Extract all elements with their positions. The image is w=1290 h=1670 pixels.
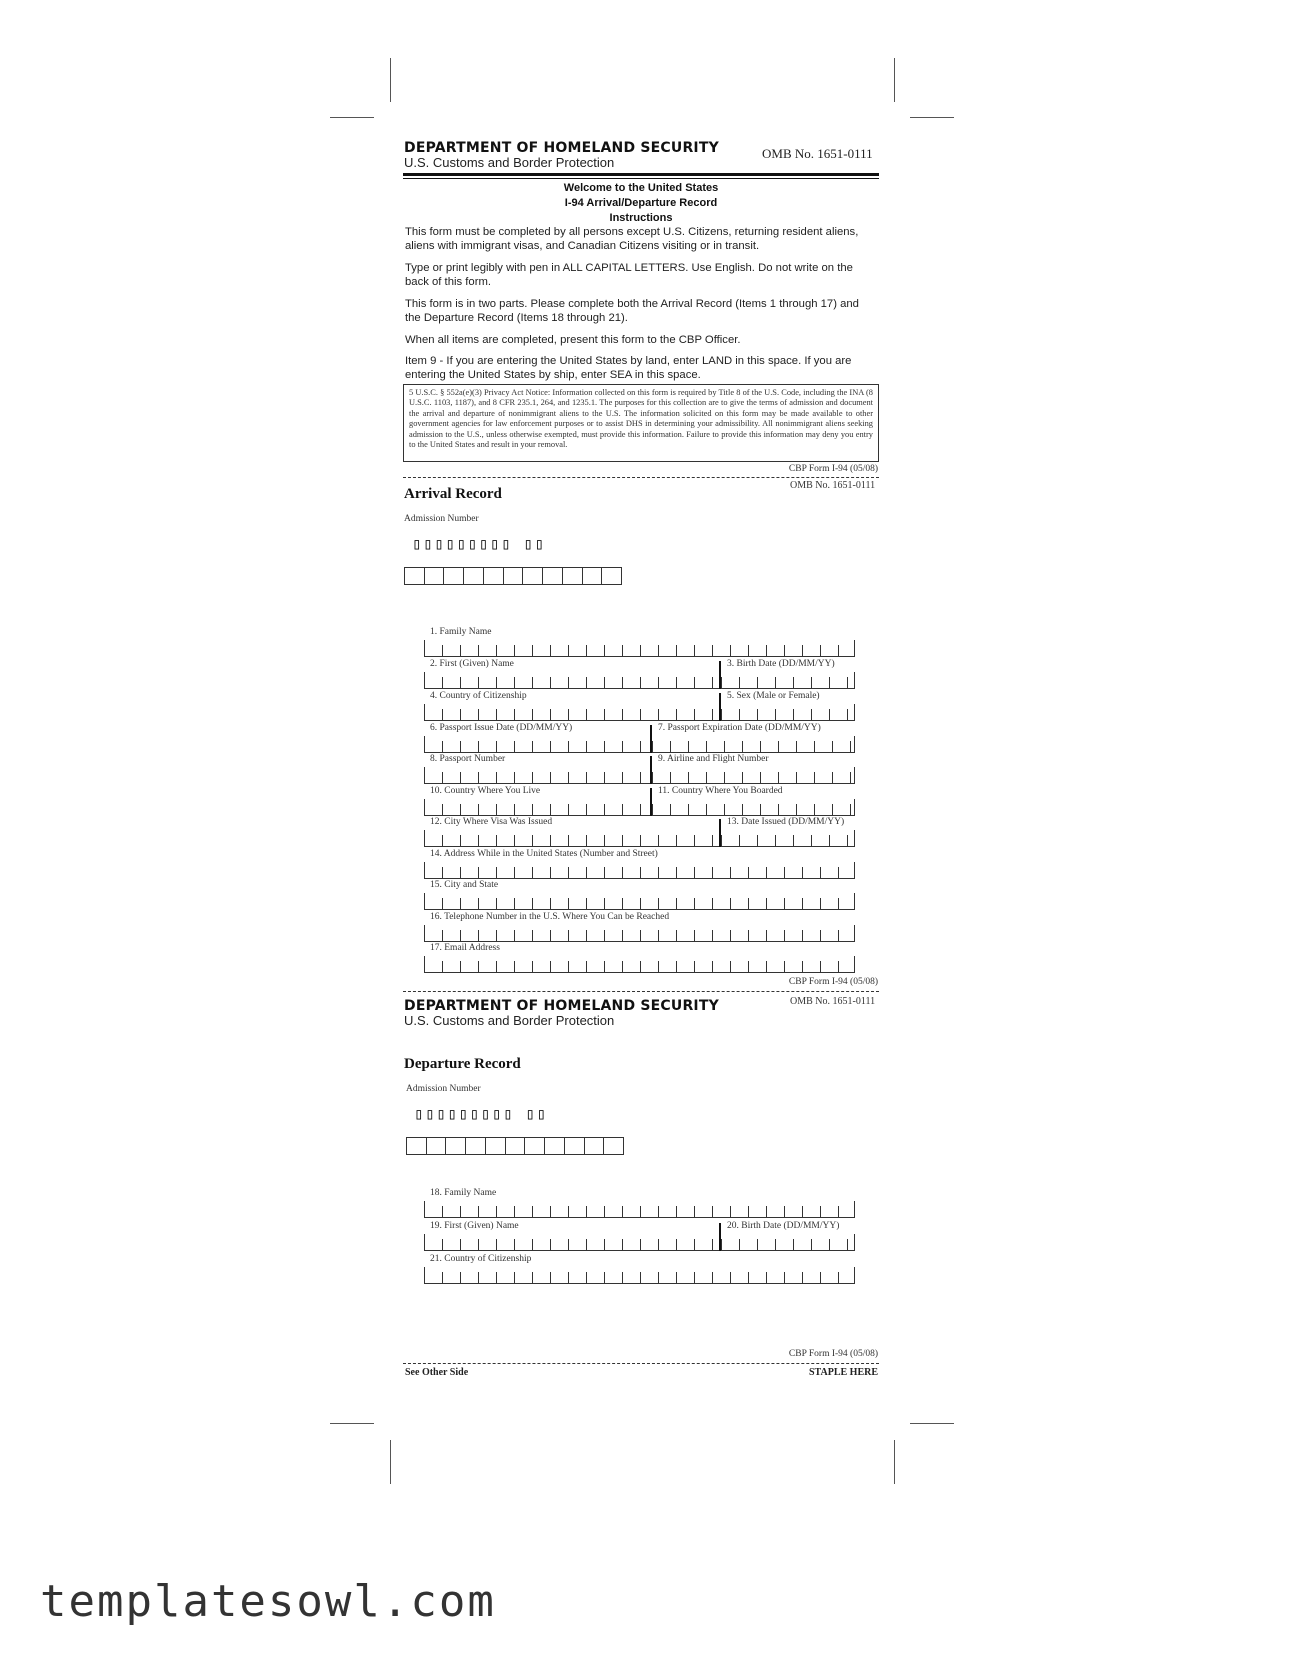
departure-omb: OMB No. 1651-0111 [790,996,876,1007]
country-live-field[interactable] [424,786,650,816]
departure-first-name-field[interactable] [424,1221,719,1251]
privacy-act-notice: 5 U.S.C. § 552a(e)(3) Privacy Act Notice: Information collected on this form is required by Title 8 of the U.S. Code, including the INA (8 U.S.C. 1103, 1187), and 8 CFR 235.1, 264, and 1235.1. The purposes for this collection are to give the terms of admission and document the arrival and departure of nonimmigrant aliens to the U.S. The information solicited on this form may be made available to other government agencies for law enforcement purposes or to assist DHS in determining your admissibility. All nonimmigrant aliens seeking admission to the U.S., unless otherwise exempted, must provide this information. Failure to provide this information may deny you entry to the United States and result in your removal. [403,384,879,462]
us-address-field[interactable] [424,849,855,879]
arrival-title: Arrival Record [404,486,502,502]
crop-mark [390,1440,391,1484]
departure-birth-date-field[interactable] [721,1221,855,1251]
admission-number-glyphs: ▯▯▯▯▯▯▯▯▯ ▯▯ [414,1104,548,1123]
agency-subtitle: U.S. Customs and Border Protection [404,1013,615,1028]
admission-number-label: Admission Number [406,1084,481,1094]
admission-number-label: Admission Number [404,514,479,524]
field-label: 18. Family Name [430,1188,497,1198]
field-label: 8. Passport Number [430,754,506,764]
field-label: 10. Country Where You Live [430,786,541,796]
omb-number: OMB No. 1651-0111 [762,146,873,161]
instructions-paragraph: When all items are completed, present this form to the CBP Officer. [405,334,741,346]
airline-flight-field[interactable] [652,754,855,784]
department-title: DEPARTMENT OF HOMELAND SECURITY [404,998,719,1014]
watermark: templatesowl.com [40,1576,496,1627]
field-label: 3. Birth Date (DD/MM/YY) [727,659,835,669]
tear-line [403,477,879,478]
passport-issue-date-field[interactable] [424,723,650,753]
date-issued-field[interactable] [721,817,855,847]
header-rule-thin [403,178,879,179]
crop-mark [330,117,374,118]
field-label: 7. Passport Expiration Date (DD/MM/YY) [658,723,821,733]
tear-line [403,1363,879,1364]
instructions-paragraph: Item 9 - If you are entering the United States by land, enter LAND in this space. If you are entering the United States by ship, enter SEA in this space. [405,355,852,381]
family-name-field[interactable] [424,627,855,657]
field-label: 19. First (Given) Name [430,1221,519,1231]
instructions-paragraph: This form must be completed by all persons except U.S. Citizens, returning resident aliens, aliens with immigrant visas, and Canadian Citizens visiting or in transit. [405,226,859,252]
visa-city-field[interactable] [424,817,719,847]
see-other-side: See Other Side [405,1367,469,1378]
instructions-paragraph: This form is in two parts. Please complete both the Arrival Record (Items 1 through 17) and the Departure Record (Items 18 through 21). [405,298,859,324]
field-label: 2. First (Given) Name [430,659,514,669]
first-name-field[interactable] [424,659,719,689]
field-label: 17. Email Address [430,943,500,953]
field-label: 1. Family Name [430,627,492,637]
field-label: 16. Telephone Number in the U.S. Where You Can be Reached [430,912,670,922]
crop-mark [910,1423,954,1424]
form-id: CBP Form I-94 (05/08) [788,464,878,474]
field-label: 6. Passport Issue Date (DD/MM/YY) [430,723,573,733]
field-label: 21. Country of Citizenship [430,1254,532,1264]
crop-mark [330,1423,374,1424]
email-field[interactable] [424,943,855,973]
form-id: CBP Form I-94 (05/08) [788,977,878,987]
agency-subtitle: U.S. Customs and Border Protection [404,155,615,170]
welcome-heading: Welcome to the United States [563,182,719,194]
country-citizenship-field[interactable] [424,691,719,721]
field-label: 4. Country of Citizenship [430,691,527,701]
field-label: 11. Country Where You Boarded [658,786,783,796]
departure-title: Departure Record [404,1056,521,1072]
passport-number-field[interactable] [424,754,650,784]
arrival-omb: OMB No. 1651-0111 [790,480,876,491]
admission-number-boxes[interactable] [404,567,622,585]
field-label: 14. Address While in the United States (Number and Street) [430,849,658,859]
country-boarded-field[interactable] [652,786,855,816]
sex-field[interactable] [721,691,855,721]
department-title: DEPARTMENT OF HOMELAND SECURITY [404,140,719,156]
crop-mark [894,1440,895,1484]
header-rule [403,173,879,176]
departure-country-citizenship-field[interactable] [424,1254,855,1284]
staple-here: STAPLE HERE [809,1367,878,1378]
crop-mark [894,58,895,102]
birth-date-field[interactable] [721,659,855,689]
telephone-field[interactable] [424,912,855,942]
departure-family-name-field[interactable] [424,1188,855,1218]
field-label: 20. Birth Date (DD/MM/YY) [727,1221,840,1231]
form-heading: I-94 Arrival/Departure Record [564,197,718,209]
field-label: 15. City and State [430,880,499,890]
crop-mark [390,58,391,102]
city-state-field[interactable] [424,880,855,910]
passport-expiration-date-field[interactable] [652,723,855,753]
admission-number-boxes[interactable] [406,1137,624,1155]
field-label: 12. City Where Visa Was Issued [430,817,553,827]
crop-mark [910,117,954,118]
form-id: CBP Form I-94 (05/08) [788,1349,878,1359]
instructions-title [403,181,879,226]
instructions-heading: Instructions [609,212,673,224]
field-label: 13. Date Issued (DD/MM/YY) [727,817,845,827]
field-label: 5. Sex (Male or Female) [727,691,820,701]
tear-line [403,991,879,992]
admission-number-glyphs: ▯▯▯▯▯▯▯▯▯ ▯▯ [412,534,546,553]
instructions-paragraph: Type or print legibly with pen in ALL CAPITAL LETTERS. Use English. Do not write on the back of this form. [405,262,853,288]
field-label: 9. Airline and Flight Number [658,754,769,764]
